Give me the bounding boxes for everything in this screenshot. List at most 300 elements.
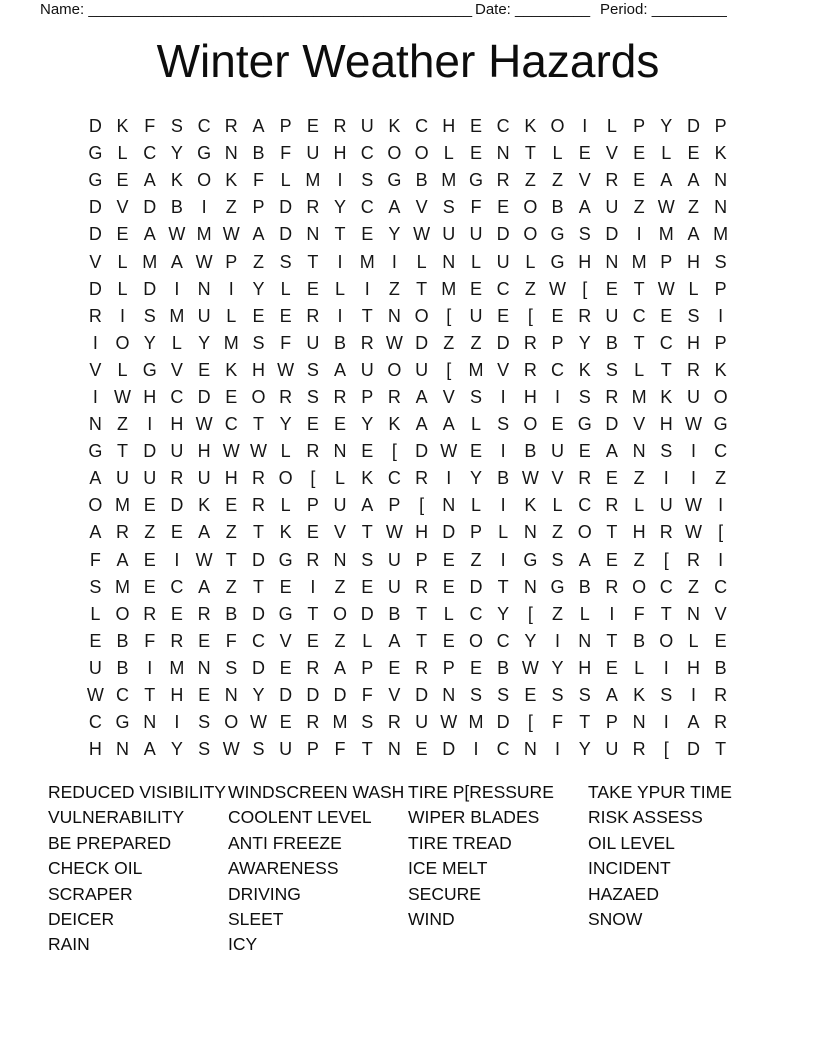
grid-cell: T bbox=[633, 332, 645, 353]
grid-cell: T bbox=[606, 522, 618, 543]
grid-cell: L bbox=[525, 251, 536, 272]
grid-cell: E bbox=[605, 468, 618, 489]
grid-cell: O bbox=[387, 143, 402, 164]
grid-cell: S bbox=[143, 305, 156, 326]
grid-cell: I bbox=[690, 685, 696, 706]
grid-cell: U bbox=[605, 739, 619, 760]
grid-cell: E bbox=[469, 278, 482, 299]
grid-cell: V bbox=[714, 603, 727, 624]
grid-cell: M bbox=[169, 657, 185, 678]
grid-cell: B bbox=[388, 603, 401, 624]
grid-cell: [ bbox=[446, 305, 452, 326]
grid-cell: A bbox=[361, 495, 374, 516]
word-list-item: CHECK OIL bbox=[48, 858, 143, 879]
grid-cell: E bbox=[442, 630, 455, 651]
grid-cell: M bbox=[631, 386, 647, 407]
grid-cell: A bbox=[252, 116, 265, 137]
grid-cell: I bbox=[120, 305, 126, 326]
grid-cell: R bbox=[686, 359, 700, 380]
grid-cell: N bbox=[442, 685, 456, 706]
grid-cell: R bbox=[306, 549, 320, 570]
grid-cell: N bbox=[442, 495, 456, 516]
grid-cell: S bbox=[687, 305, 700, 326]
grid-cell: V bbox=[279, 630, 292, 651]
grid-cell: U bbox=[415, 712, 429, 733]
grid-cell: F bbox=[280, 332, 292, 353]
grid-cell: E bbox=[198, 685, 211, 706]
word-list-item: DRIVING bbox=[228, 883, 301, 904]
word-list-item: INCIDENT bbox=[588, 858, 671, 879]
grid-cell: S bbox=[361, 712, 374, 733]
grid-cell: I bbox=[718, 495, 724, 516]
grid-cell: E bbox=[361, 224, 374, 245]
grid-cell: I bbox=[337, 305, 343, 326]
grid-cell: B bbox=[225, 603, 238, 624]
grid-cell: O bbox=[197, 170, 212, 191]
grid-cell: I bbox=[446, 468, 452, 489]
grid-cell: H bbox=[686, 332, 700, 353]
grid-cell: O bbox=[577, 522, 592, 543]
word-list-item: WIND bbox=[408, 909, 455, 930]
grid-cell: L bbox=[498, 522, 509, 543]
grid-cell: E bbox=[306, 414, 319, 435]
grid-cell: E bbox=[442, 549, 455, 570]
grid-cell: C bbox=[496, 630, 510, 651]
grid-cell: Z bbox=[524, 170, 536, 191]
grid-cell: N bbox=[224, 685, 238, 706]
grid-cell: S bbox=[361, 549, 374, 570]
grid-cell: U bbox=[360, 359, 374, 380]
grid-cell: C bbox=[360, 197, 374, 218]
grid-cell: M bbox=[631, 251, 647, 272]
grid-cell: N bbox=[578, 630, 592, 651]
grid-cell: A bbox=[415, 386, 428, 407]
grid-cell: S bbox=[469, 685, 482, 706]
grid-cell: A bbox=[143, 224, 156, 245]
period-field bbox=[600, 1, 727, 18]
grid-cell: O bbox=[713, 386, 728, 407]
grid-cell: K bbox=[225, 170, 238, 191]
grid-cell: G bbox=[577, 414, 592, 435]
grid-cell: I bbox=[473, 739, 479, 760]
grid-cell: D bbox=[469, 576, 483, 597]
grid-cell: R bbox=[251, 468, 265, 489]
grid-cell: N bbox=[387, 739, 401, 760]
grid-cell: O bbox=[251, 386, 266, 407]
grid-cell: H bbox=[578, 251, 592, 272]
grid-cell: I bbox=[174, 712, 180, 733]
grid-cell: I bbox=[500, 495, 506, 516]
grid-cell: R bbox=[279, 386, 293, 407]
grid-cell: S bbox=[89, 576, 102, 597]
grid-cell: L bbox=[117, 251, 128, 272]
grid-cell: I bbox=[555, 739, 561, 760]
grid-cell: Y bbox=[170, 143, 183, 164]
grid-cell: B bbox=[170, 197, 183, 218]
grid-cell: R bbox=[170, 630, 184, 651]
grid-cell: T bbox=[633, 278, 645, 299]
grid-cell: B bbox=[605, 332, 618, 353]
grid-cell: E bbox=[469, 441, 482, 462]
grid-cell: V bbox=[442, 386, 455, 407]
grid-cell: M bbox=[441, 278, 457, 299]
grid-cell: Y bbox=[252, 685, 265, 706]
grid-cell: W bbox=[168, 224, 186, 245]
grid-cell: E bbox=[116, 224, 129, 245]
grid-cell: A bbox=[415, 414, 428, 435]
grid-cell: U bbox=[387, 576, 401, 597]
grid-cell: O bbox=[414, 305, 429, 326]
grid-cell: F bbox=[144, 116, 156, 137]
grid-cell: V bbox=[578, 170, 591, 191]
grid-cell: W bbox=[385, 332, 403, 353]
grid-cell: M bbox=[142, 251, 158, 272]
grid-cell: S bbox=[714, 251, 727, 272]
grid-cell: E bbox=[361, 576, 374, 597]
grid-cell: I bbox=[500, 549, 506, 570]
grid-cell: L bbox=[688, 630, 699, 651]
grid-cell: E bbox=[633, 170, 646, 191]
page-title: Winter Weather Hazards bbox=[156, 35, 660, 87]
grid-cell: P bbox=[714, 332, 727, 353]
grid-cell: V bbox=[605, 143, 618, 164]
grid-cell: T bbox=[307, 251, 319, 272]
grid-cell: T bbox=[117, 441, 129, 462]
grid-cell: S bbox=[252, 739, 265, 760]
word-list bbox=[48, 780, 796, 958]
grid-cell: O bbox=[115, 332, 130, 353]
grid-cell: H bbox=[523, 386, 537, 407]
grid-cell: A bbox=[687, 170, 700, 191]
grid-cell: G bbox=[468, 170, 483, 191]
grid-cell: K bbox=[116, 116, 129, 137]
grid-cell: B bbox=[524, 441, 537, 462]
grid-cell: F bbox=[89, 549, 101, 570]
word-list-item: HAZAED bbox=[588, 883, 659, 904]
grid-cell: S bbox=[198, 712, 211, 733]
grid-cell: D bbox=[415, 685, 429, 706]
grid-cell: D bbox=[306, 685, 320, 706]
grid-cell: L bbox=[688, 278, 699, 299]
grid-cell: L bbox=[661, 143, 672, 164]
grid-cell: A bbox=[89, 468, 102, 489]
grid-cell: U bbox=[605, 197, 619, 218]
grid-cell: T bbox=[225, 549, 237, 570]
grid-cell: R bbox=[605, 170, 619, 191]
grid-cell: S bbox=[578, 386, 591, 407]
grid-cell: N bbox=[116, 739, 130, 760]
grid-cell: I bbox=[228, 278, 234, 299]
grid-cell: M bbox=[713, 224, 729, 245]
grid-cell: M bbox=[223, 332, 239, 353]
word-list-item: ANTI FREEZE bbox=[228, 832, 342, 853]
grid-cell: O bbox=[550, 116, 565, 137]
grid-cell: Z bbox=[470, 332, 482, 353]
grid-cell: V bbox=[170, 359, 183, 380]
grid-cell: B bbox=[116, 657, 129, 678]
grid-cell: D bbox=[143, 278, 157, 299]
word-list-item: SCRAPER bbox=[48, 883, 133, 904]
grid-cell: G bbox=[523, 549, 538, 570]
grid-cell: L bbox=[280, 441, 291, 462]
grid-cell: T bbox=[660, 359, 672, 380]
grid-cell: K bbox=[388, 116, 401, 137]
grid-cell: E bbox=[633, 143, 646, 164]
grid-cell: L bbox=[443, 603, 454, 624]
grid-cell: S bbox=[225, 657, 238, 678]
grid-cell: U bbox=[360, 116, 374, 137]
grid-cell: S bbox=[551, 549, 564, 570]
grid-cell: P bbox=[633, 116, 646, 137]
grid-cell: Y bbox=[170, 739, 183, 760]
grid-cell: W bbox=[195, 251, 213, 272]
grid-cell: U bbox=[306, 332, 320, 353]
grid-cell: T bbox=[497, 576, 509, 597]
grid-cell: G bbox=[550, 576, 565, 597]
grid-cell: E bbox=[388, 657, 401, 678]
grid-cell: P bbox=[361, 657, 374, 678]
grid-cell: P bbox=[388, 495, 401, 516]
grid-cell: T bbox=[660, 603, 672, 624]
grid-cell: A bbox=[170, 251, 183, 272]
grid-cell: R bbox=[387, 712, 401, 733]
grid-cell: R bbox=[686, 549, 700, 570]
grid-cell: C bbox=[116, 685, 130, 706]
grid-cell: E bbox=[361, 441, 374, 462]
grid-cell: D bbox=[686, 116, 700, 137]
grid-cell: D bbox=[88, 224, 102, 245]
grid-cell: I bbox=[92, 386, 98, 407]
grid-cell: F bbox=[144, 630, 156, 651]
grid-cell: Y bbox=[578, 332, 591, 353]
grid-cell: M bbox=[169, 305, 185, 326]
grid-cell: M bbox=[468, 359, 484, 380]
grid-cell: E bbox=[306, 522, 319, 543]
grid-cell: G bbox=[550, 224, 565, 245]
grid-cell: A bbox=[388, 630, 401, 651]
grid-cell: Z bbox=[117, 414, 129, 435]
grid-cell: A bbox=[143, 739, 156, 760]
grid-cell: B bbox=[415, 170, 428, 191]
grid-cell: G bbox=[142, 359, 157, 380]
period-label: Period: bbox=[600, 1, 648, 18]
grid-cell: F bbox=[470, 197, 482, 218]
grid-cell: R bbox=[224, 116, 238, 137]
grid-cell: G bbox=[278, 549, 293, 570]
grid-cell: P bbox=[306, 739, 319, 760]
grid-cell: E bbox=[252, 305, 265, 326]
grid-cell: K bbox=[388, 414, 401, 435]
word-list-column bbox=[228, 780, 408, 958]
grid-cell: H bbox=[251, 359, 265, 380]
grid-cell: U bbox=[496, 251, 510, 272]
grid-cell: I bbox=[500, 441, 506, 462]
grid-cell: U bbox=[197, 305, 211, 326]
grid-cell: [ bbox=[391, 441, 397, 462]
grid-cell: I bbox=[663, 657, 669, 678]
grid-cell: E bbox=[279, 576, 292, 597]
grid-cell: U bbox=[469, 224, 483, 245]
grid-cell: E bbox=[116, 170, 129, 191]
grid-cell: N bbox=[224, 143, 238, 164]
grid-cell: E bbox=[415, 739, 428, 760]
grid-cell: L bbox=[117, 359, 128, 380]
grid-cell: W bbox=[249, 441, 267, 462]
grid-cell: E bbox=[143, 576, 156, 597]
grid-cell: D bbox=[143, 197, 157, 218]
grid-cell: Z bbox=[334, 630, 346, 651]
grid-cell: S bbox=[660, 441, 673, 462]
grid-cell: I bbox=[609, 603, 615, 624]
grid-cell: T bbox=[416, 603, 428, 624]
grid-cell: H bbox=[659, 414, 673, 435]
grid-cell: U bbox=[143, 468, 157, 489]
grid-cell: W bbox=[521, 657, 539, 678]
grid-cell: T bbox=[361, 305, 373, 326]
grid-cell: L bbox=[280, 170, 291, 191]
grid-cell: Z bbox=[552, 603, 564, 624]
grid-cell: L bbox=[552, 143, 563, 164]
grid-cell: U bbox=[116, 468, 130, 489]
grid-cell: I bbox=[337, 251, 343, 272]
grid-cell: G bbox=[713, 414, 728, 435]
grid-cell: O bbox=[414, 143, 429, 164]
grid-cell: E bbox=[605, 657, 618, 678]
word-list-item: DEICER bbox=[48, 909, 115, 930]
grid-cell: E bbox=[306, 278, 319, 299]
grid-cell: K bbox=[578, 359, 591, 380]
grid-cell: W bbox=[195, 549, 213, 570]
grid-cell: O bbox=[278, 468, 293, 489]
grid-cell: H bbox=[170, 685, 184, 706]
grid-cell: A bbox=[89, 522, 102, 543]
grid-cell: O bbox=[468, 630, 483, 651]
grid-cell: N bbox=[523, 739, 537, 760]
grid-cell: P bbox=[714, 116, 727, 137]
grid-cell: R bbox=[306, 441, 320, 462]
grid-cell: H bbox=[88, 739, 102, 760]
grid-cell: L bbox=[552, 495, 563, 516]
grid-cell: D bbox=[442, 522, 456, 543]
grid-cell: A bbox=[143, 170, 156, 191]
grid-cell: W bbox=[440, 712, 458, 733]
grid-cell: E bbox=[143, 549, 156, 570]
grid-cell: G bbox=[387, 170, 402, 191]
grid-cell: O bbox=[523, 224, 538, 245]
grid-cell: L bbox=[416, 251, 427, 272]
grid-cell: C bbox=[714, 576, 728, 597]
grid-cell: [ bbox=[527, 712, 533, 733]
grid-cell: W bbox=[222, 441, 240, 462]
grid-cell: E bbox=[198, 630, 211, 651]
grid-cell: S bbox=[497, 414, 510, 435]
grid-cell: A bbox=[252, 224, 265, 245]
grid-cell: I bbox=[174, 278, 180, 299]
grid-cell: A bbox=[687, 712, 700, 733]
grid-cell: I bbox=[690, 441, 696, 462]
grid-cell: R bbox=[251, 495, 265, 516]
grid-cell: U bbox=[469, 305, 483, 326]
grid-cell: T bbox=[361, 739, 373, 760]
grid-cell: W bbox=[249, 712, 267, 733]
grid-cell: N bbox=[197, 278, 211, 299]
grid-cell: F bbox=[361, 685, 373, 706]
grid-cell: P bbox=[442, 657, 455, 678]
grid-cell: U bbox=[333, 495, 347, 516]
grid-cell: A bbox=[334, 657, 347, 678]
grid-cell: E bbox=[334, 414, 347, 435]
grid-cell: A bbox=[116, 549, 129, 570]
grid-cell: O bbox=[387, 359, 402, 380]
word-list-item: WINDSCREEN WASH bbox=[228, 782, 405, 802]
grid-cell: R bbox=[333, 386, 347, 407]
grid-cell: I bbox=[718, 305, 724, 326]
grid-cell: K bbox=[660, 386, 673, 407]
grid-cell: G bbox=[197, 143, 212, 164]
grid-cell: P bbox=[252, 197, 265, 218]
grid-cell: L bbox=[335, 278, 346, 299]
grid-cell: [ bbox=[663, 549, 669, 570]
grid-cell: U bbox=[387, 549, 401, 570]
grid-cell: R bbox=[605, 386, 619, 407]
grid-cell: L bbox=[280, 278, 291, 299]
grid-cell: T bbox=[334, 224, 346, 245]
grid-cell: B bbox=[334, 332, 347, 353]
grid-cell: U bbox=[605, 305, 619, 326]
word-list-item: SECURE bbox=[408, 883, 481, 904]
grid-cell: E bbox=[551, 305, 564, 326]
grid-cell: [ bbox=[582, 278, 588, 299]
grid-cell: R bbox=[523, 359, 537, 380]
grid-cell: C bbox=[496, 739, 510, 760]
grid-cell: S bbox=[605, 359, 618, 380]
grid-cell: H bbox=[224, 468, 238, 489]
grid-cell: E bbox=[306, 630, 319, 651]
grid-cell: U bbox=[415, 359, 429, 380]
grid-cell: S bbox=[442, 197, 455, 218]
grid-cell: A bbox=[334, 359, 347, 380]
grid-cell: M bbox=[305, 170, 321, 191]
grid-cell: I bbox=[337, 170, 343, 191]
grid-cell: D bbox=[605, 224, 619, 245]
grid-cell: W bbox=[222, 224, 240, 245]
grid-cell: R bbox=[523, 332, 537, 353]
grid-cell: V bbox=[415, 197, 428, 218]
grid-cell: B bbox=[551, 197, 564, 218]
grid-cell: E bbox=[170, 522, 183, 543]
date-blank-line: _________ bbox=[515, 1, 591, 18]
grid-cell: N bbox=[686, 603, 700, 624]
grid-cell: S bbox=[170, 116, 183, 137]
grid-cell: K bbox=[279, 522, 292, 543]
word-list-column bbox=[588, 780, 796, 958]
grid-cell: D bbox=[251, 549, 265, 570]
grid-cell: D bbox=[415, 441, 429, 462]
grid-cell: A bbox=[198, 522, 211, 543]
grid-cell: D bbox=[496, 224, 510, 245]
grid-cell: D bbox=[251, 603, 265, 624]
grid-cell: S bbox=[578, 685, 591, 706]
grid-cell: E bbox=[524, 685, 537, 706]
grid-cell: Z bbox=[334, 576, 346, 597]
grid-cell: C bbox=[197, 116, 211, 137]
grid-cell: D bbox=[415, 332, 429, 353]
grid-cell: A bbox=[578, 197, 591, 218]
grid-cell: E bbox=[279, 657, 292, 678]
grid-cell: T bbox=[416, 278, 428, 299]
grid-cell: S bbox=[279, 251, 292, 272]
grid-cell: P bbox=[361, 386, 374, 407]
